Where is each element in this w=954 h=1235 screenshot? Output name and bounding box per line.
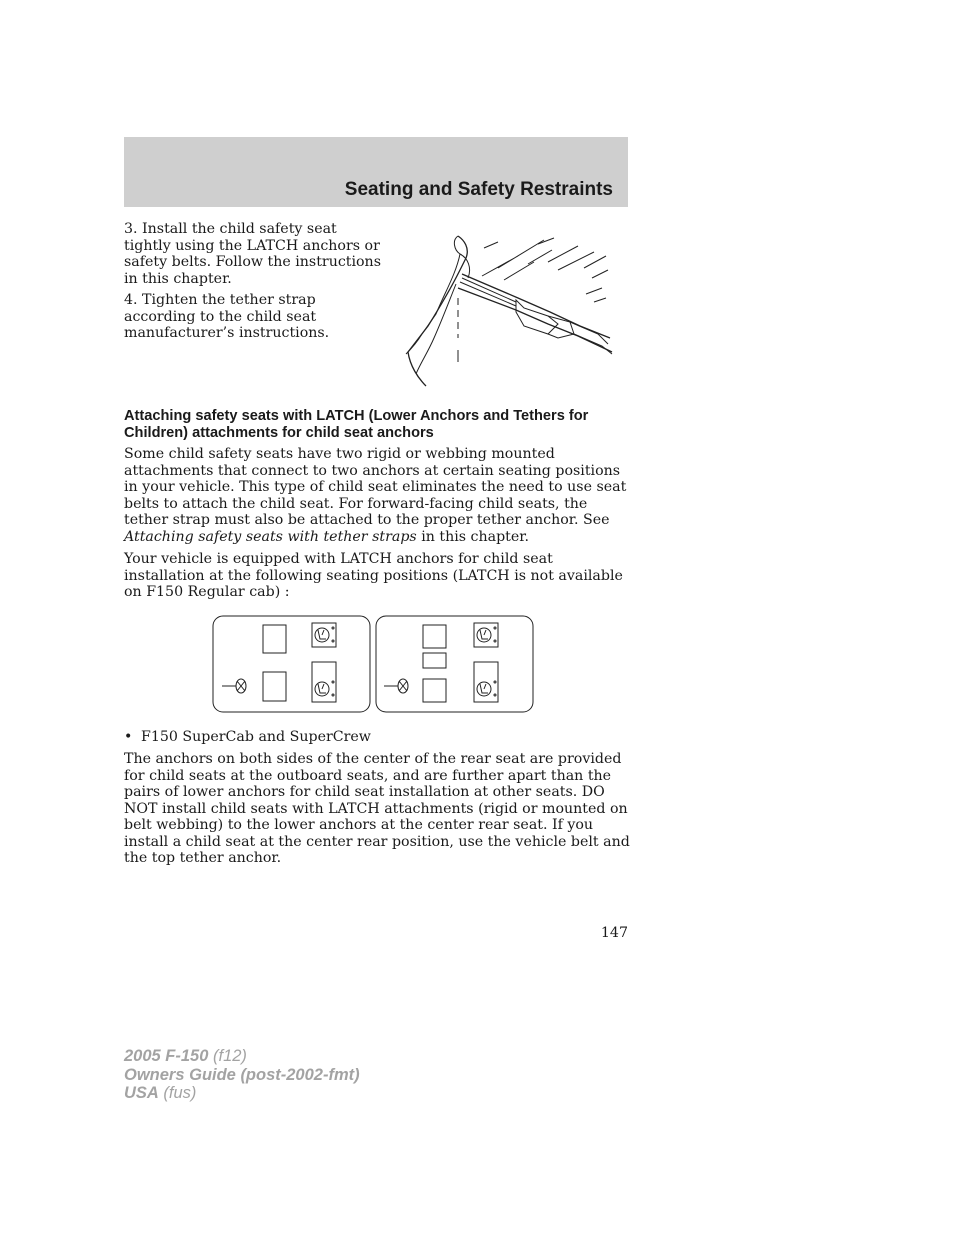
cross-reference-link: Attaching safety seats with tether straps xyxy=(124,528,417,545)
paragraph-latch-intro xyxy=(124,446,634,545)
footer-watermark xyxy=(124,1047,360,1103)
para1-tail: in this chapter. xyxy=(416,528,530,545)
header-band xyxy=(124,137,628,207)
step-3-text: 3. Install the child safety seat tightly using the LATCH anchors or safety belts. Follow the instructions in this chapter. xyxy=(124,221,381,287)
page-title: Seating and Safety Restraints xyxy=(344,179,613,200)
tether-strap-illustration-icon xyxy=(398,228,620,388)
step-4-text: 4. Tighten the tether strap according to the child seat manufacturer’s instructions. xyxy=(124,292,330,341)
paragraph-center-seat-warning: The anchors on both sides of the center of the rear seat are provided for child seats at the outboard seats, and are further apart than the pairs of lower anchors for child seat installation at other seats. DO NOT install child seats with LATCH attachments (rigid or mounted on belt webbing) to the lower anchors at the center rear seat. If you install a child seat at the center rear position, use the vehicle belt and the top tether anchor. xyxy=(124,751,630,866)
child-seat-icon xyxy=(474,623,498,647)
child-seat-icon xyxy=(312,623,336,647)
latch-seating-diagram-icon xyxy=(212,615,536,715)
para1-text: Some child safety seats have two rigid or webbing mounted attachments that connect to two anchors at certain seating positions in your vehicle. This type of child seat eliminates the need to use seat belts to attach the child seat. For forward-facing child seats, the tether strap must also be attached to the proper tether anchor. See xyxy=(124,446,627,528)
child-seat-icon xyxy=(474,662,498,702)
section-heading: Attaching safety seats with LATCH (Lower Anchors and Tethers for Children) attachments for child seat anchors xyxy=(124,408,589,441)
bullet-dot-icon: • xyxy=(124,729,133,745)
child-seat-icon xyxy=(312,662,336,702)
footer-line-2: Owners Guide (post-2002-fmt) xyxy=(124,1065,360,1084)
footer-line-1: 2005 F-150 (f12) xyxy=(124,1047,247,1065)
bullet-text: F150 SuperCab and SuperCrew xyxy=(141,729,371,745)
footer-line-3: USA (fus) xyxy=(124,1084,197,1102)
paragraph-latch-positions: Your vehicle is equipped with LATCH anchors for child seat installation at the following seating positions (LATCH is not available on F150 Regular cab) : xyxy=(124,551,623,600)
bullet-item xyxy=(124,729,371,746)
page-number: 147 xyxy=(600,925,628,941)
